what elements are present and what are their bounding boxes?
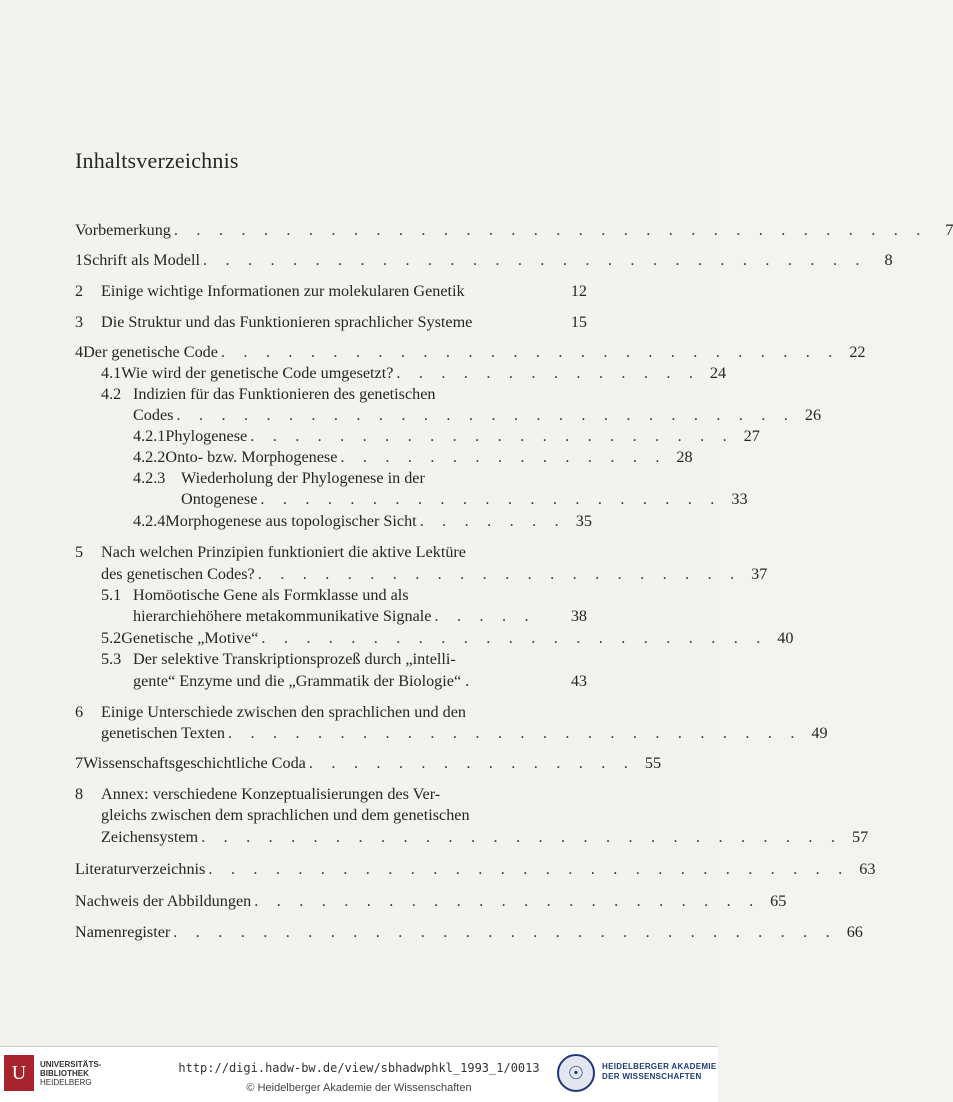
leader-dots: . . . . . [434, 607, 536, 625]
leader-dots: . . . . . . . . . . . . . . . . . . . . . . . . . . . . . [201, 828, 843, 846]
page-number: 8 [884, 251, 893, 269]
page-number: 57 [851, 828, 869, 846]
toc-entry: 5.1 Homöotische Gene als Formklasse und als [101, 586, 409, 604]
toc-entry: Vorbemerkung . . . . . . . . . . . . . . . . . . . . . . . . . . . . . . . . . . 7 [75, 221, 953, 239]
subsection-number: 4.2.1 [133, 427, 166, 445]
subsection-number: 4.2.4 [133, 512, 166, 530]
toc-entry: 3 Die Struktur und das Funktionieren sprachlicher Systeme 15 [75, 313, 587, 331]
page-number: 40 [777, 629, 794, 647]
page-number: 7 [945, 221, 953, 239]
academy-name: HEIDELBERGER AKADEMIE DER WISSENSCHAFTEN [602, 1062, 717, 1081]
leader-dots: . . . . . . . . . . . . . . . . . . . . . . . . . . . . . . . . . . [173, 221, 928, 239]
leader-dots: . . . . . . . . . . . . . . . [340, 448, 667, 466]
toc-entry: 5.3 Der selektive Transkriptionsprozeß durch „intelli- [101, 650, 456, 668]
copyright-notice: © Heidelberger Akademie der Wissenschaften [246, 1082, 472, 1094]
leader-dots: . . . . . . . . . . . . . . . . . . . . . . . . . . [227, 724, 802, 742]
toc-entry: Codes . . . . . . . . . . . . . . . . . . . . . . . . . . . . 26 [133, 406, 822, 424]
leader-dots: . . . . . . . . . . . . . . . . . . . . . . . . . . . . [176, 406, 796, 424]
toc-entry: 1 Schrift als Modell . . . . . . . . . . . . . . . . . . . . . . . . . . . . . . 8 [75, 251, 893, 269]
page-number: 38 [570, 607, 587, 625]
page-number: 65 [770, 892, 787, 910]
page-number: 27 [743, 427, 760, 445]
chapter-number: 6 [75, 703, 84, 721]
toc-entry: 2 Einige wichtige Informationen zur molekularen Genetik 12 [75, 282, 587, 300]
university-library-name: UNIVERSITÄTS- BIBLIOTHEK HEIDELBERG [40, 1060, 102, 1087]
leader-dots: . . . . . . . . . . . . . . . [308, 754, 636, 772]
page-number: 37 [751, 565, 768, 583]
toc-entry: 4.2.2 Onto- bzw. Morphogenese . . . . . . . . . . . . . . . 28 [133, 448, 693, 466]
toc-entry: 6 Einige Unterschiede zwischen den sprachlichen und den [75, 703, 466, 721]
section-number: 5.3 [101, 650, 122, 668]
leader-dots: . . . . . . . [419, 512, 566, 530]
section-number: 4.1 [101, 364, 122, 382]
toc-entry: genetischen Texten . . . . . . . . . . . . . . . . . . . . . . . . . . 49 [101, 724, 828, 742]
toc-entry: gente“ Enzyme und die „Grammatik der Biologie“ . 43 [133, 672, 587, 690]
page-number: 66 [846, 923, 863, 941]
toc-entry: hierarchiehöhere metakommunikative Signale . . . . . 38 [133, 607, 587, 625]
leader-dots: . . . . . . . . . . . . . . . . . . . . . . . . . . . . . . [173, 923, 837, 941]
subsection-number: 4.2.2 [133, 448, 166, 466]
chapter-number: 3 [75, 313, 84, 331]
toc-entry: Namenregister . . . . . . . . . . . . . . . . . . . . . . . . . . . . . . 66 [75, 923, 863, 941]
leader-dots: . . . . . . . . . . . . . . . . . . . . . . . . . . . . . . [203, 251, 867, 269]
toc-entry: 7 Wissenschaftsgeschichtliche Coda . . . . . . . . . . . . . . . 55 [75, 754, 662, 772]
page-number: 24 [709, 364, 727, 382]
page-number: 22 [849, 343, 866, 361]
section-number: 4.2 [101, 385, 122, 403]
chapter-number: 8 [75, 785, 84, 803]
page-number: 35 [575, 512, 592, 530]
leader-dots: . . . . . . . . . . . . . . . . . . . . . . . [261, 629, 768, 647]
page-number: 26 [804, 406, 822, 424]
toc-entry: des genetischen Codes? . . . . . . . . . . . . . . . . . . . . . . 37 [101, 565, 768, 583]
toc-entry: 4 Der genetische Code . . . . . . . . . . . . . . . . . . . . . . . . . . . . 22 [75, 343, 866, 361]
page-number: 43 [570, 672, 587, 690]
chapter-number: 1 [75, 251, 84, 269]
page-title: Inhaltsverzeichnis [75, 148, 239, 173]
leader-dots: . . . . . . . . . . . . . . . . . . . . . . . [254, 892, 761, 910]
page-number: 55 [644, 754, 662, 772]
toc-entry: 8 Annex: verschiedene Konzeptualisierungen des Ver- [75, 785, 441, 803]
toc-entry: 4.2.4 Morphogenese aus topologischer Sicht . . . . . . . 35 [133, 512, 592, 530]
chapter-number: 2 [75, 282, 84, 300]
toc-entry: Ontogenese . . . . . . . . . . . . . . . . . . . . . 33 [181, 490, 748, 508]
toc-entry: gleichs zwischen dem sprachlichen und dem genetischen [101, 806, 470, 824]
leader-dots: . . . . . . . . . . . . . . . . . . . . . . . . . . . . . [208, 860, 850, 878]
chapter-number: 5 [75, 543, 84, 561]
academy-seal-icon[interactable]: ☉ [557, 1054, 595, 1092]
toc-entry: 5.2 Genetische „Motive“ . . . . . . . . . . . . . . . . . . . . . . . 40 [101, 629, 794, 647]
toc-entry: 4.2.1 Phylogenese . . . . . . . . . . . . . . . . . . . . . . 27 [133, 427, 760, 445]
chapter-number: 7 [75, 754, 84, 772]
toc-entry: Zeichensystem . . . . . . . . . . . . . . . . . . . . . . . . . . . . . 57 [101, 828, 869, 846]
page-number: 15 [570, 313, 587, 331]
toc-entry: Literaturverzeichnis . . . . . . . . . . . . . . . . . . . . . . . . . . . . . 63 [75, 860, 876, 878]
section-number: 5.2 [101, 629, 122, 647]
page-number: 12 [570, 282, 587, 300]
page-number: 49 [811, 724, 828, 742]
document-url-link[interactable]: http://digi.hadw-bw.de/view/sbhadwphkl_1993_1/0013 [178, 1061, 540, 1075]
chapter-number: 4 [75, 343, 84, 361]
toc-entry: Nachweis der Abbildungen . . . . . . . . . . . . . . . . . . . . . . . 65 [75, 892, 787, 910]
toc-entry: 4.2.3 Wiederholung der Phylogenese in der [133, 469, 425, 487]
section-number: 5.1 [101, 586, 122, 604]
page-number: 63 [859, 860, 876, 878]
leader-dots: . . . . . . . . . . . . . . . . . . . . . . [250, 427, 734, 445]
viewer-footer [0, 1046, 718, 1102]
toc-entry: 4.1 Wie wird der genetische Code umgesetzt? . . . . . . . . . . . . . . 24 [101, 364, 727, 382]
subsection-number: 4.2.3 [133, 469, 166, 487]
page-number: 33 [731, 490, 748, 508]
leader-dots: . . . . . . . . . . . . . . . . . . . . . . . . . . . . [220, 343, 840, 361]
page-number: 28 [676, 448, 693, 466]
toc-entry: 4.2 Indizien für das Funktionieren des genetischen [101, 385, 436, 403]
university-library-logo-icon[interactable]: U [4, 1055, 34, 1091]
leader-dots: . . . . . . . . . . . . . . . . . . . . . [260, 490, 722, 508]
toc-entry: 5 Nach welchen Prinzipien funktioniert die aktive Lektüre [75, 543, 466, 561]
leader-dots: . . . . . . . . . . . . . . . . . . . . . . [257, 565, 742, 583]
leader-dots: . . . . . . . . . . . . . . [396, 364, 701, 382]
